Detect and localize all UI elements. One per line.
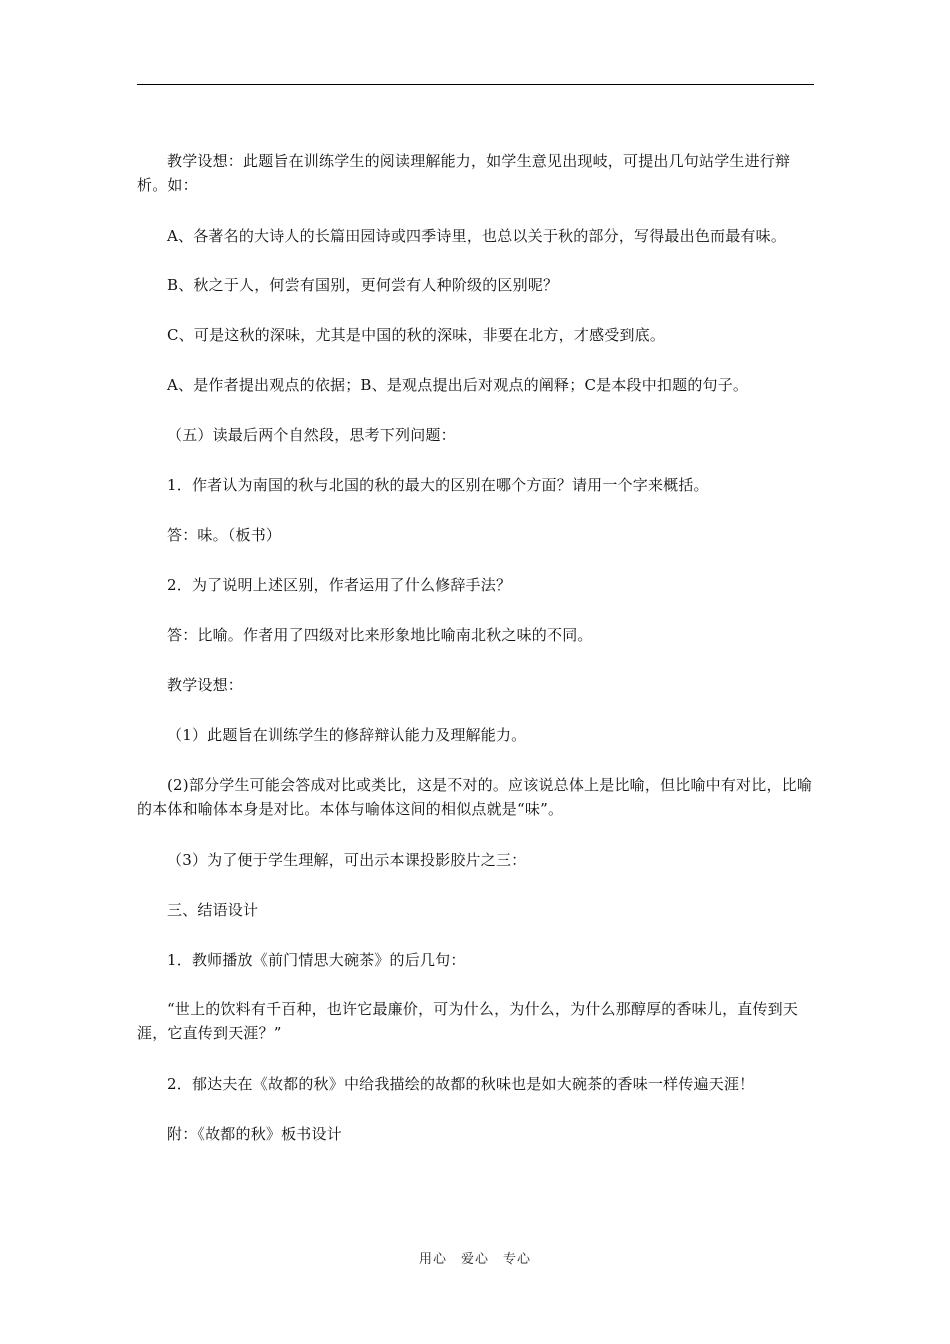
paragraph-option-c: C、可是这秋的深味，尤其是中国的秋的深味，非要在北方，才感受到底。 — [167, 326, 666, 344]
paragraph-appendix: 附：《故都的秋》板书设计 — [167, 1125, 342, 1143]
paragraph-section-five: （五）读最后两个自然段，思考下列问题： — [167, 426, 456, 444]
paragraph-note-2: (2)部分学生可能会答成对比或类比，这是不对的。应该说总体上是比喻，但比喻中有对比，比喻的本体和喻体本身是对比。本体与喻体这间的相似点就是“味”。 — [137, 776, 813, 818]
paragraph-note-1: （1）此题旨在训练学生的修辞辩认能力及理解能力。 — [167, 726, 527, 744]
paragraph-question-2: 2．为了说明上述区别，作者运用了什么修辞手法？ — [167, 576, 512, 594]
paragraph-conclusion-heading: 三、结语设计 — [167, 901, 259, 919]
paragraph-teaching-idea-2: 教学设想： — [167, 676, 244, 694]
paragraph-question-1: 1．作者认为南国的秋与北国的秋的最大的区别在哪个方面？请用一个字来概括。 — [167, 476, 709, 494]
paragraph-conclusion-1: 1．教师播放《前门情思大碗茶》的后几句： — [167, 951, 466, 969]
paragraph-note-3: （3）为了便于学生理解，可出示本课投影胶片之三： — [167, 851, 527, 869]
paragraph-conclusion-2: 2．郁达夫在《故都的秋》中给我描绘的故都的秋味也是如大碗茶的香味一样传遍天涯！ — [167, 1075, 755, 1093]
paragraph-answer-1: 答：味。（板书） — [167, 526, 282, 544]
paragraph-song-quote: “世上的饮料有千百种，也许它最廉价，可为什么，为什么，为什么那醇厚的香味儿，直传到天涯，它直传到天涯？” — [137, 1000, 799, 1042]
paragraph-answer-2: 答：比喻。作者用了四级对比来形象地比喻南北秋之味的不同。 — [167, 626, 593, 644]
paragraph-option-a: A、各著名的大诗人的长篇田园诗或四季诗里，也总以关于秋的部分，写得最出色而最有味。 — [167, 227, 787, 245]
header-rule — [137, 84, 814, 85]
paragraph-teaching-idea-1: 教学设想：此题旨在训练学生的阅读理解能力，如学生意见出现岐，可提出几句站学生进行辩析。如： — [137, 152, 791, 194]
page-footer: 用心 爱心 专心 — [418, 1252, 531, 1267]
paragraph-analysis: A、是作者提出观点的依据；B、是观点提出后对观点的阐释；C是本段中扣题的句子。 — [167, 376, 749, 394]
paragraph-option-b: B、秋之于人，何尝有国别，更何尝有人种阶级的区别呢？ — [167, 276, 559, 294]
